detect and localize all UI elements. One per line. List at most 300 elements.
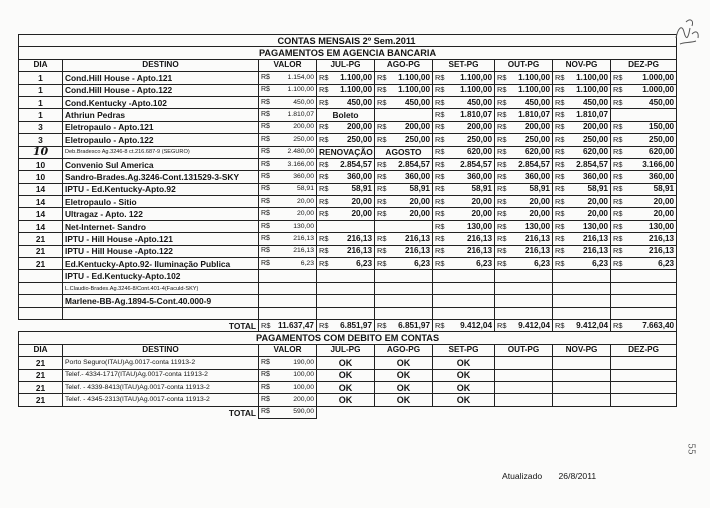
nov-status — [553, 394, 611, 406]
amount: 360,00 — [346, 171, 372, 181]
currency-symbol: R$ — [613, 97, 623, 107]
amount: 620,00 — [466, 147, 492, 157]
section1-title: PAGAMENTOS EM AGENCIA BANCARIA — [19, 47, 677, 59]
amount: 58,91 — [653, 184, 675, 194]
day-cell: 10 — [19, 146, 63, 158]
out-cell — [495, 233, 553, 245]
page-number: 55 — [685, 443, 696, 455]
destino-cell: L.Claudio-Brades.Ag.3246-8/Cont.401-4(Faculd-SKY) — [63, 282, 259, 294]
value-cell — [259, 258, 317, 270]
destino-cell — [63, 307, 259, 319]
table-row — [19, 394, 677, 406]
value-cell — [259, 233, 317, 245]
column-header: DEZ-PG — [611, 344, 677, 356]
amount: 450,00 — [293, 98, 314, 106]
currency-symbol: R$ — [261, 259, 270, 267]
destino-cell: Telef. - 4339-8413(ITAU)Ag.0017-conta 11913-2 — [63, 381, 259, 393]
set-cell — [433, 233, 495, 245]
amount: 216,13 — [466, 246, 492, 256]
amount: 200,00 — [524, 122, 550, 132]
ago-cell — [375, 72, 433, 84]
currency-symbol: R$ — [377, 209, 387, 219]
currency-symbol: R$ — [435, 110, 445, 120]
currency-symbol: R$ — [497, 147, 507, 157]
currency-symbol: R$ — [319, 97, 329, 107]
table-row — [19, 233, 677, 245]
amount: 1.100,00 — [518, 85, 550, 95]
out-cell — [495, 146, 553, 158]
nov-status — [553, 357, 611, 369]
dez-cell — [611, 171, 677, 183]
dez-cell — [611, 245, 677, 257]
nov-cell — [553, 233, 611, 245]
currency-symbol: R$ — [435, 85, 445, 95]
amount: 450,00 — [582, 97, 608, 107]
amount: 200,00 — [466, 122, 492, 132]
ago-cell — [375, 84, 433, 96]
total-ago — [375, 319, 433, 331]
currency-symbol: R$ — [261, 408, 270, 416]
value-cell — [259, 72, 317, 84]
day-cell: 14 — [19, 208, 63, 220]
destino-cell: Eletropaulo - Sitio — [63, 196, 259, 208]
value-cell — [259, 208, 317, 220]
set-status: OK — [433, 369, 495, 381]
column-header: DIA — [19, 344, 63, 356]
amount: 20,00 — [409, 196, 430, 206]
currency-symbol: R$ — [435, 221, 445, 231]
out-cell — [495, 270, 553, 282]
amount: 7.663,40 — [642, 320, 675, 330]
amount: 20,00 — [351, 196, 372, 206]
set-cell — [433, 134, 495, 146]
currency-symbol: R$ — [261, 222, 270, 230]
ago-status: OK — [375, 369, 433, 381]
currency-symbol: R$ — [261, 160, 270, 168]
day-cell — [19, 295, 63, 307]
value-cell — [259, 134, 317, 146]
dez-cell — [611, 84, 677, 96]
amount: 1.100,00 — [576, 72, 608, 82]
column-header: OUT-PG — [495, 59, 553, 71]
total-dez — [611, 319, 677, 331]
destino-cell: Porto Seguro(ITAU)Ag.0017-conta 11913-2 — [63, 357, 259, 369]
destino-cell: Eletropaulo - Apto.122 — [63, 134, 259, 146]
out-cell — [495, 196, 553, 208]
amount: 3.166,00 — [642, 159, 675, 169]
amount: 20,00 — [296, 197, 314, 205]
dez-cell — [611, 196, 677, 208]
dez-cell — [611, 121, 677, 133]
amount: 1.000,00 — [642, 72, 675, 82]
currency-symbol: R$ — [497, 159, 507, 169]
amount: 216,13 — [346, 233, 372, 243]
dez-cell — [611, 109, 677, 121]
amount: 1.810,07 — [287, 111, 314, 119]
amount: 2.854,57 — [460, 159, 492, 169]
dez-status — [611, 369, 677, 381]
amount: 20,00 — [471, 196, 492, 206]
currency-symbol: R$ — [261, 135, 270, 143]
day-cell — [19, 270, 63, 282]
amount: 1.810,07 — [460, 110, 492, 120]
table-row — [19, 134, 677, 146]
dez-cell — [611, 72, 677, 84]
out-cell — [495, 84, 553, 96]
amount: 6.851,97 — [340, 320, 372, 330]
amount: 11.637,47 — [278, 320, 314, 330]
currency-symbol: R$ — [613, 85, 623, 95]
destino-cell: Cond.Hill House - Apto.121 — [63, 72, 259, 84]
jul-cell — [317, 258, 375, 270]
amount: 130,00 — [524, 221, 550, 231]
amount: 130,00 — [466, 221, 492, 231]
currency-symbol: R$ — [261, 247, 270, 255]
amount: 1.100,00 — [287, 86, 314, 94]
amount: 216,13 — [404, 233, 430, 243]
out-cell — [495, 109, 553, 121]
amount: 20,00 — [587, 196, 608, 206]
amount: 250,00 — [404, 134, 430, 144]
table-row — [19, 220, 677, 232]
dez-cell — [611, 282, 677, 294]
nov-cell — [553, 72, 611, 84]
currency-symbol: R$ — [319, 184, 329, 194]
out-cell — [495, 121, 553, 133]
nov-cell — [553, 258, 611, 270]
jul-cell — [317, 84, 375, 96]
jul-cell — [317, 245, 375, 257]
set-cell — [433, 121, 495, 133]
currency-symbol: R$ — [261, 123, 270, 131]
destino-cell: Cond.Hill House - Apto.122 — [63, 84, 259, 96]
currency-symbol: R$ — [613, 233, 623, 243]
amount: 360,00 — [524, 171, 550, 181]
day-cell: 14 — [19, 183, 63, 195]
out-cell — [495, 245, 553, 257]
table-row — [19, 369, 677, 381]
currency-symbol: R$ — [613, 209, 623, 219]
set-cell — [433, 84, 495, 96]
ago-cell — [375, 109, 433, 121]
amount: 2.854,57 — [398, 159, 430, 169]
currency-symbol: R$ — [435, 320, 445, 330]
sheet-title: CONTAS MENSAIS 2º Sem.2011 — [19, 35, 677, 47]
value-cell — [259, 282, 317, 294]
amount: 1.100,00 — [340, 72, 372, 82]
section-title-row — [19, 332, 677, 344]
nov-status — [553, 369, 611, 381]
currency-symbol: R$ — [613, 159, 623, 169]
amount: 216,13 — [466, 233, 492, 243]
currency-symbol: R$ — [377, 196, 387, 206]
currency-symbol: R$ — [613, 320, 623, 330]
ago-cell — [375, 158, 433, 170]
amount: 1.000,00 — [642, 85, 675, 95]
amount: 6,23 — [658, 258, 675, 268]
currency-symbol: R$ — [377, 85, 387, 95]
currency-symbol: R$ — [555, 147, 565, 157]
ago-status: OK — [375, 357, 433, 369]
amount: 1.100,00 — [576, 85, 608, 95]
amount: 58,91 — [351, 184, 372, 194]
currency-symbol: R$ — [613, 258, 623, 268]
title-row — [19, 35, 677, 47]
amount: 216,13 — [649, 233, 675, 243]
day-cell: 1 — [19, 84, 63, 96]
destino-cell: Telef.- 4334-1717(ITAU)Ag.0017-conta 11913-2 — [63, 369, 259, 381]
jul-cell: Boleto — [317, 109, 375, 121]
ago-cell — [375, 96, 433, 108]
currency-symbol: R$ — [497, 184, 507, 194]
handwritten-signature — [672, 14, 702, 48]
currency-symbol: R$ — [497, 171, 507, 181]
day-cell: 1 — [19, 96, 63, 108]
currency-symbol: R$ — [435, 209, 445, 219]
amount: 216,13 — [582, 246, 608, 256]
amount: 100,00 — [293, 383, 314, 391]
amount: 360,00 — [293, 172, 314, 180]
currency-symbol: R$ — [319, 122, 329, 132]
amount: 620,00 — [649, 147, 675, 157]
amount: 450,00 — [466, 97, 492, 107]
currency-symbol: R$ — [497, 246, 507, 256]
currency-symbol: R$ — [435, 246, 445, 256]
amount: 190,00 — [293, 358, 314, 366]
set-cell — [433, 282, 495, 294]
value-cell — [259, 307, 317, 319]
currency-symbol: R$ — [497, 122, 507, 132]
currency-symbol: R$ — [435, 258, 445, 268]
currency-symbol: R$ — [261, 185, 270, 193]
ago-cell — [375, 134, 433, 146]
amount: 1.100,00 — [398, 72, 430, 82]
destino-cell: Deb.Bradesco Ag.3246-8 ct.216.687-9 (SEGURO) — [63, 146, 259, 158]
table-row — [19, 196, 677, 208]
jul-status: OK — [317, 369, 375, 381]
currency-symbol: R$ — [613, 134, 623, 144]
header-row — [19, 59, 677, 71]
amount: 200,00 — [582, 122, 608, 132]
table-row — [19, 121, 677, 133]
amount: 9.412,04 — [518, 320, 550, 330]
currency-symbol: R$ — [261, 320, 271, 330]
amount: 6.851,97 — [398, 320, 430, 330]
value-cell — [259, 171, 317, 183]
amount: 6,23 — [592, 258, 608, 268]
amount: 250,00 — [649, 134, 675, 144]
currency-symbol: R$ — [377, 246, 387, 256]
value-cell — [259, 196, 317, 208]
currency-symbol: R$ — [377, 171, 387, 181]
amount: 58,91 — [529, 184, 550, 194]
currency-symbol: R$ — [261, 86, 270, 94]
dez-status — [611, 394, 677, 406]
set-cell — [433, 208, 495, 220]
value-cell — [259, 158, 317, 170]
currency-symbol: R$ — [319, 85, 329, 95]
nov-cell — [553, 158, 611, 170]
amount: 216,13 — [582, 233, 608, 243]
currency-symbol: R$ — [435, 196, 445, 206]
day-cell: 3 — [19, 121, 63, 133]
nov-cell — [553, 84, 611, 96]
total-jul — [317, 319, 375, 331]
amount: 360,00 — [649, 171, 675, 181]
value-cell — [259, 369, 317, 381]
spreadsheet — [18, 34, 676, 419]
currency-symbol: R$ — [613, 221, 623, 231]
amount: 216,13 — [293, 247, 314, 255]
day-cell: 1 — [19, 72, 63, 84]
out-cell — [495, 183, 553, 195]
column-header: DESTINO — [63, 344, 259, 356]
currency-symbol: R$ — [555, 246, 565, 256]
day-cell: 10 — [19, 158, 63, 170]
set-cell — [433, 158, 495, 170]
amount: 250,00 — [346, 134, 372, 144]
section2-title: PAGAMENTOS COM DEBITO EM CONTAS — [19, 332, 677, 344]
ago-cell — [375, 121, 433, 133]
dez-cell — [611, 134, 677, 146]
currency-symbol: R$ — [377, 320, 387, 330]
table-row — [19, 270, 677, 282]
currency-symbol: R$ — [377, 134, 387, 144]
currency-symbol: R$ — [319, 209, 329, 219]
amount: 9.412,04 — [576, 320, 608, 330]
destino-cell: Ultragaz - Apto. 122 — [63, 208, 259, 220]
currency-symbol: R$ — [377, 184, 387, 194]
total-out — [495, 319, 553, 331]
jul-cell — [317, 307, 375, 319]
table-row — [19, 96, 677, 108]
dez-cell — [611, 270, 677, 282]
day-cell: 21 — [19, 357, 63, 369]
currency-symbol: R$ — [555, 320, 565, 330]
value-cell — [259, 109, 317, 121]
nov-cell — [553, 134, 611, 146]
jul-cell — [317, 233, 375, 245]
set-cell — [433, 72, 495, 84]
amount: 130,00 — [293, 222, 314, 230]
value-cell — [259, 96, 317, 108]
nov-cell — [553, 196, 611, 208]
currency-symbol: R$ — [319, 171, 329, 181]
currency-symbol: R$ — [555, 122, 565, 132]
amount: 2.480,00 — [287, 148, 314, 156]
set-cell — [433, 96, 495, 108]
currency-symbol: R$ — [377, 97, 387, 107]
header-row — [19, 344, 677, 356]
ago-cell — [375, 258, 433, 270]
set-status: OK — [433, 357, 495, 369]
jul-cell — [317, 270, 375, 282]
amount: 1.810,07 — [576, 110, 608, 120]
set-cell — [433, 146, 495, 158]
destino-cell: Net-Internet- Sandro — [63, 220, 259, 232]
dez-cell — [611, 307, 677, 319]
nov-cell — [553, 245, 611, 257]
out-cell — [495, 307, 553, 319]
currency-symbol: R$ — [555, 134, 565, 144]
nov-cell — [553, 96, 611, 108]
out-cell — [495, 208, 553, 220]
nov-cell — [553, 183, 611, 195]
jul-cell — [317, 208, 375, 220]
dez-cell — [611, 295, 677, 307]
total-set — [433, 319, 495, 331]
amount: 58,91 — [587, 184, 608, 194]
nov-cell — [553, 121, 611, 133]
destino-cell: IPTU - Hill House -Apto.121 — [63, 233, 259, 245]
dez-cell — [611, 220, 677, 232]
column-header: DEZ-PG — [611, 59, 677, 71]
column-header: DIA — [19, 59, 63, 71]
amount: 58,91 — [471, 184, 492, 194]
currency-symbol: R$ — [319, 72, 329, 82]
jul-cell — [317, 72, 375, 84]
amount: 3.166,00 — [287, 160, 314, 168]
table-row — [19, 72, 677, 84]
set-cell — [433, 109, 495, 121]
set-cell — [433, 307, 495, 319]
amount: 200,00 — [346, 122, 372, 132]
value-cell — [259, 270, 317, 282]
total-nov — [553, 319, 611, 331]
ago-cell: AGOSTO — [375, 146, 433, 158]
out-cell — [495, 258, 553, 270]
amount: 1.100,00 — [460, 72, 492, 82]
amount: 58,91 — [409, 184, 430, 194]
dez-cell — [611, 146, 677, 158]
amount: 2.854,57 — [518, 159, 550, 169]
updated-date: 26/8/2011 — [558, 471, 597, 481]
dez-status — [611, 357, 677, 369]
value-cell — [259, 146, 317, 158]
currency-symbol: R$ — [435, 122, 445, 132]
amount: 450,00 — [649, 97, 675, 107]
day-cell: 3 — [19, 134, 63, 146]
ago-cell — [375, 208, 433, 220]
currency-symbol: R$ — [319, 233, 329, 243]
ago-status: OK — [375, 381, 433, 393]
currency-symbol: R$ — [261, 358, 270, 366]
currency-symbol: R$ — [497, 72, 507, 82]
column-header: SET-PG — [433, 59, 495, 71]
table-row — [19, 84, 677, 96]
jul-cell — [317, 134, 375, 146]
currency-symbol: R$ — [435, 184, 445, 194]
day-cell: 21 — [19, 394, 63, 406]
currency-symbol: R$ — [435, 233, 445, 243]
currency-symbol: R$ — [435, 147, 445, 157]
amount: 20,00 — [471, 209, 492, 219]
total-row — [19, 406, 677, 418]
jul-cell — [317, 196, 375, 208]
out-cell — [495, 134, 553, 146]
currency-symbol: R$ — [497, 221, 507, 231]
column-header: JUL-PG — [317, 344, 375, 356]
amount: 130,00 — [582, 221, 608, 231]
currency-symbol: R$ — [261, 197, 270, 205]
currency-symbol: R$ — [613, 196, 623, 206]
nov-cell — [553, 307, 611, 319]
total-value — [259, 406, 317, 418]
currency-symbol: R$ — [435, 159, 445, 169]
currency-symbol: R$ — [555, 110, 565, 120]
value-cell — [259, 295, 317, 307]
amount: 450,00 — [524, 97, 550, 107]
